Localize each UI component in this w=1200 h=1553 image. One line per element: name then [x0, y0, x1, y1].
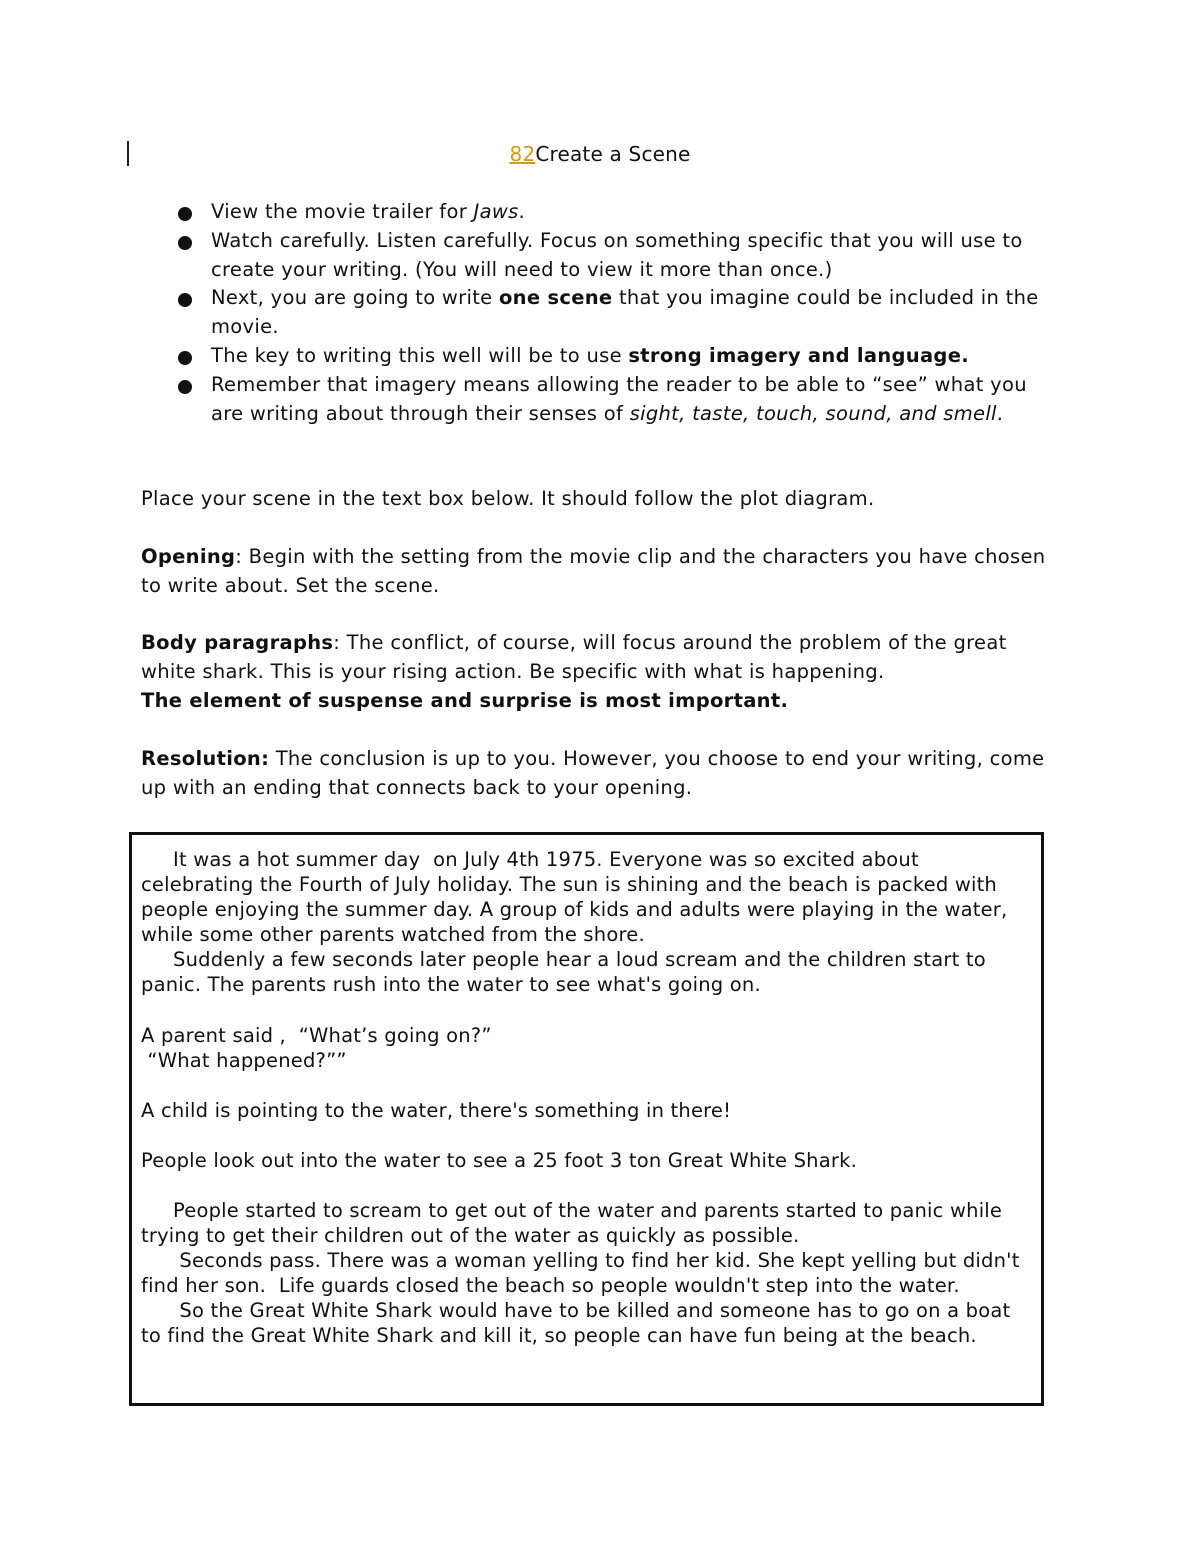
instruction-text: that you imagine could be included in the movie. [211, 286, 1039, 339]
instruction-text: . [518, 200, 526, 223]
story-paragraph-1: It was a hot summer day on July 4th 1975. Everyone was so excited about celebrating the Fourth of July holiday. The sun is shining and the beach is packed with people enjoying the summer day. A group of kids and adults were playing in the water, while some other parents watched from the shore. [141, 848, 1014, 947]
page-number-link[interactable]: 82 [509, 142, 536, 166]
bullet-icon [178, 351, 192, 365]
story-paragraph-5: People started to scream to get out of the water and parents started to panic while trying to get their children out of the water as quickly as possible. [141, 1198, 1015, 1248]
instruction-text: Remember that imagery means allowing the reader to be able to “see” what you are writing about through their senses of [211, 372, 1027, 425]
instruction-text: View the movie trailer for [211, 200, 474, 223]
instruction-item [176, 227, 1046, 285]
instruction-item [176, 198, 1046, 227]
instruction-item [176, 342, 1046, 371]
instruction-item [176, 284, 1046, 342]
blank-line [141, 1073, 1031, 1098]
blank-line [141, 1123, 1031, 1148]
body-paragraphs-emphasis: The element of suspense and surprise is most important. [141, 688, 789, 712]
bullet-icon [178, 207, 192, 221]
resolution-label: Resolution: [141, 747, 270, 770]
resolution-paragraph [141, 745, 1061, 803]
body-paragraphs-label: Body paragraphs [141, 631, 334, 654]
blank-line [141, 1173, 1031, 1198]
story-text-box[interactable] [129, 832, 1044, 1406]
instruction-text: Watch carefully. Listen carefully. Focus on something specific that you will use to create your writing. (You will need to view it more than once.) [211, 228, 1023, 281]
story-paragraph-4: People look out into the water to see a 25 foot 3 ton Great White Shark. [141, 1148, 857, 1172]
instruction-item [176, 371, 1046, 429]
bullet-icon [178, 236, 192, 250]
opening-paragraph [141, 543, 1061, 601]
story-paragraph-3: A child is pointing to the water, there's something in there! [141, 1098, 732, 1122]
opening-label: Opening [141, 545, 236, 568]
blank-line [141, 998, 1031, 1023]
story-content [141, 847, 1031, 1349]
bullet-icon [178, 293, 192, 307]
resolution-text: The conclusion is up to you. However, you choose to end your writing, come up with an ending that connects back to your opening. [141, 747, 1045, 799]
instruction-text: . [996, 401, 1004, 425]
body-paragraphs-text: : The conflict, of course, will focus around the problem of the great white shark. This is your rising action. Be specific with what is happening. [141, 631, 1007, 683]
opening-text: : Begin with the setting from the movie clip and the characters you have chosen to write about. Set the scene. [141, 545, 1046, 597]
instruction-list [176, 198, 1046, 428]
title-text: Create a Scene [535, 142, 691, 166]
instruction-text: Next, you are going to write [211, 286, 499, 310]
intro-paragraph: Place your scene in the text box below. It should follow the plot diagram. [141, 487, 875, 510]
body-paragraphs-paragraph [141, 629, 1061, 715]
story-paragraph-2: Suddenly a few seconds later people hear a loud scream and the children start to panic. The parents rush into the water to see what's going on. [141, 948, 993, 997]
instruction-text: sight, taste, touch, sound, and smell [629, 401, 997, 425]
story-dialogue-1: A parent said , “What’s going on?” [141, 1023, 492, 1047]
bullet-icon [178, 380, 192, 394]
instruction-text: strong imagery and language. [628, 343, 969, 367]
story-dialogue-2: “What happened?”” [141, 1048, 347, 1072]
page-title [0, 140, 1200, 168]
story-paragraph-7: So the Great White Shark would have to be killed and someone has to go on a boat to find the Great White Shark and kill it, so people can have fun being at the beach. [141, 1299, 1017, 1348]
instruction-text: one scene [498, 286, 613, 310]
story-paragraph-6: Seconds pass. There was a woman yelling to find her kid. She kept yelling but didn't find her son. Life guards closed the beach so people wouldn't step into the water. [141, 1249, 1026, 1298]
instruction-text: The key to writing this well will be to use [211, 343, 629, 367]
instruction-text: Jaws [473, 200, 519, 223]
